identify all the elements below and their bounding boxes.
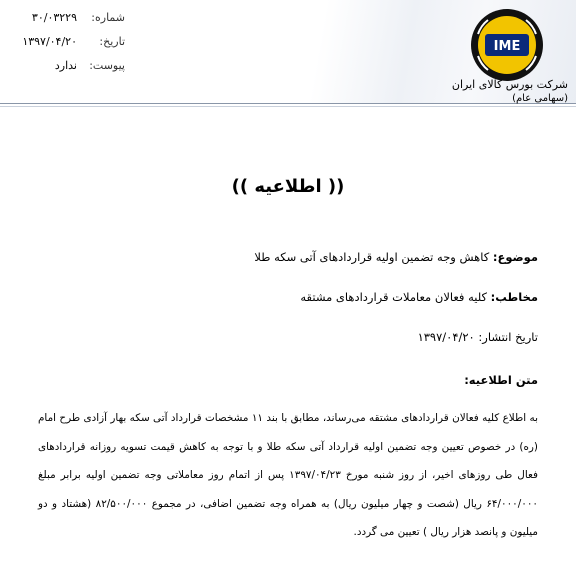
logo-text: IME bbox=[493, 39, 521, 54]
letter-attachment-label: پیوست: bbox=[89, 58, 125, 72]
letter-attachment-value: ندارد bbox=[54, 58, 77, 72]
letter-date-value: ۱۳۹۷/۰۴/۲۰ bbox=[22, 34, 77, 48]
publish-date-line bbox=[418, 330, 538, 344]
addressee-label: مخاطب: bbox=[490, 290, 538, 304]
company-logo-icon bbox=[468, 6, 546, 84]
notice-title: (( اطلاعیه )) bbox=[231, 176, 345, 197]
letter-date-row bbox=[0, 29, 125, 53]
letter-attachment-row bbox=[0, 53, 125, 77]
company-block bbox=[408, 78, 568, 106]
subject-line bbox=[254, 250, 538, 264]
addressee-line bbox=[300, 290, 538, 304]
company-type: (سهامی عام) bbox=[512, 93, 568, 104]
letter-number-row bbox=[0, 5, 125, 29]
subject-label: موضوع: bbox=[492, 250, 538, 264]
letter-number-value: ۳۰/۰۳۲۲۹ bbox=[31, 10, 77, 24]
notice-text-label: متن اطلاعیه: bbox=[464, 373, 538, 387]
company-name: شرکت بورس کالای ایران bbox=[451, 78, 568, 91]
addressee-value: کلیه فعالان معاملات قراردادهای مشتقه bbox=[300, 290, 487, 304]
notice-body: به اطلاع کلیه فعالان قراردادهای مشتقه می‌رساند، مطابق با بند ۱۱ مشخصات قرارداد آتی سکه بهار آزادی طرح امام (ره) در خصوص تعیین وجه تضمین اولیه قرارداد آتی سکه طلا و با توجه به کاهش قیمت تسویه روزانه قراردادهای فعال طی روزهای اخیر، از روز شنبه مورخ ۱۳۹۷/۰۴/۲۳ پس از اتمام روز معاملاتی وجه تضمین اولیه برابر مبلغ ۶۴/۰۰۰/۰۰۰ ریال (شصت و چهار میلیون ریال) به همراه وجه تضمین اضافی، در مجموع ۸۲/۵۰۰/۰۰۰ (هشتاد و دو میلیون و پانصد هزار ریال ) تعیین می گردد. bbox=[38, 412, 539, 538]
subject-value: کاهش وجه تضمین اولیه قراردادهای آتی سکه طلا bbox=[254, 250, 490, 264]
header-divider-secondary bbox=[0, 106, 576, 107]
letter-number-label: شماره: bbox=[91, 10, 125, 24]
letter-date-label: تاریخ: bbox=[99, 34, 125, 48]
publish-date-value: ۱۳۹۷/۰۴/۲۰ bbox=[417, 330, 475, 344]
publish-date-label: تاریخ انتشار: bbox=[478, 330, 538, 344]
letter-meta bbox=[0, 5, 125, 77]
